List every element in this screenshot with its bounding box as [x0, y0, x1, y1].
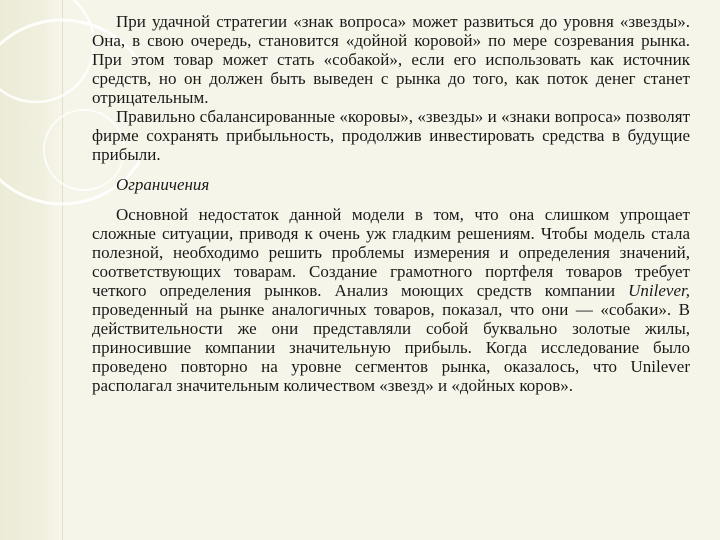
decorative-ring-medium	[0, 0, 94, 102]
document-body	[92, 12, 690, 395]
text-segment: Основной недостаток данной модели в том, что она слишком упрощает сложные ситуации, приводя к очень уж гладким решениям. Чтобы модель стала полезной, необходимо решить проблемы измерения и определения значений, соответствующих товарам. Создание грамотного портфеля товаров требует четкого определения рынков. Анализ моющих средств компании	[92, 205, 690, 300]
text-segment: располагал значительным количеством «звезд» и «дойных коров».	[92, 376, 574, 395]
spacer	[92, 194, 690, 205]
text-segment: проведенный на рынке аналогичных товаров, показал, что они — «собаки». В действительности же они представляли собой буквально золотые жилы, приносившие компании значительную прибыль. Когда исследование было проведено повторно на уровне сегментов рынка, оказалось, что	[92, 300, 690, 376]
paragraph-strategy: При удачной стратегии «знак вопроса» может развиться до уровня «звезды». Она, в свою очередь, становится «дойной коровой» по мере созревания рынка. При этом товар может стать «собакой», если его использовать как источник средств, но он должен быть выведен с рынка до того, как поток денег станет отрицательным.	[92, 12, 690, 107]
brand-name-unilever: Unilever	[630, 357, 690, 376]
paragraph-balance: Правильно сбалансированные «коровы», «звезды» и «знаки вопроса» позволят фирме сохранять прибыльность, продолжив инвестировать средства в будущие прибыли.	[92, 107, 690, 164]
section-heading-limitations: Ограничения	[116, 175, 210, 194]
paragraph-limitations	[92, 205, 690, 395]
spacer	[92, 164, 690, 175]
brand-name-unilever: Unilever,	[628, 281, 690, 300]
